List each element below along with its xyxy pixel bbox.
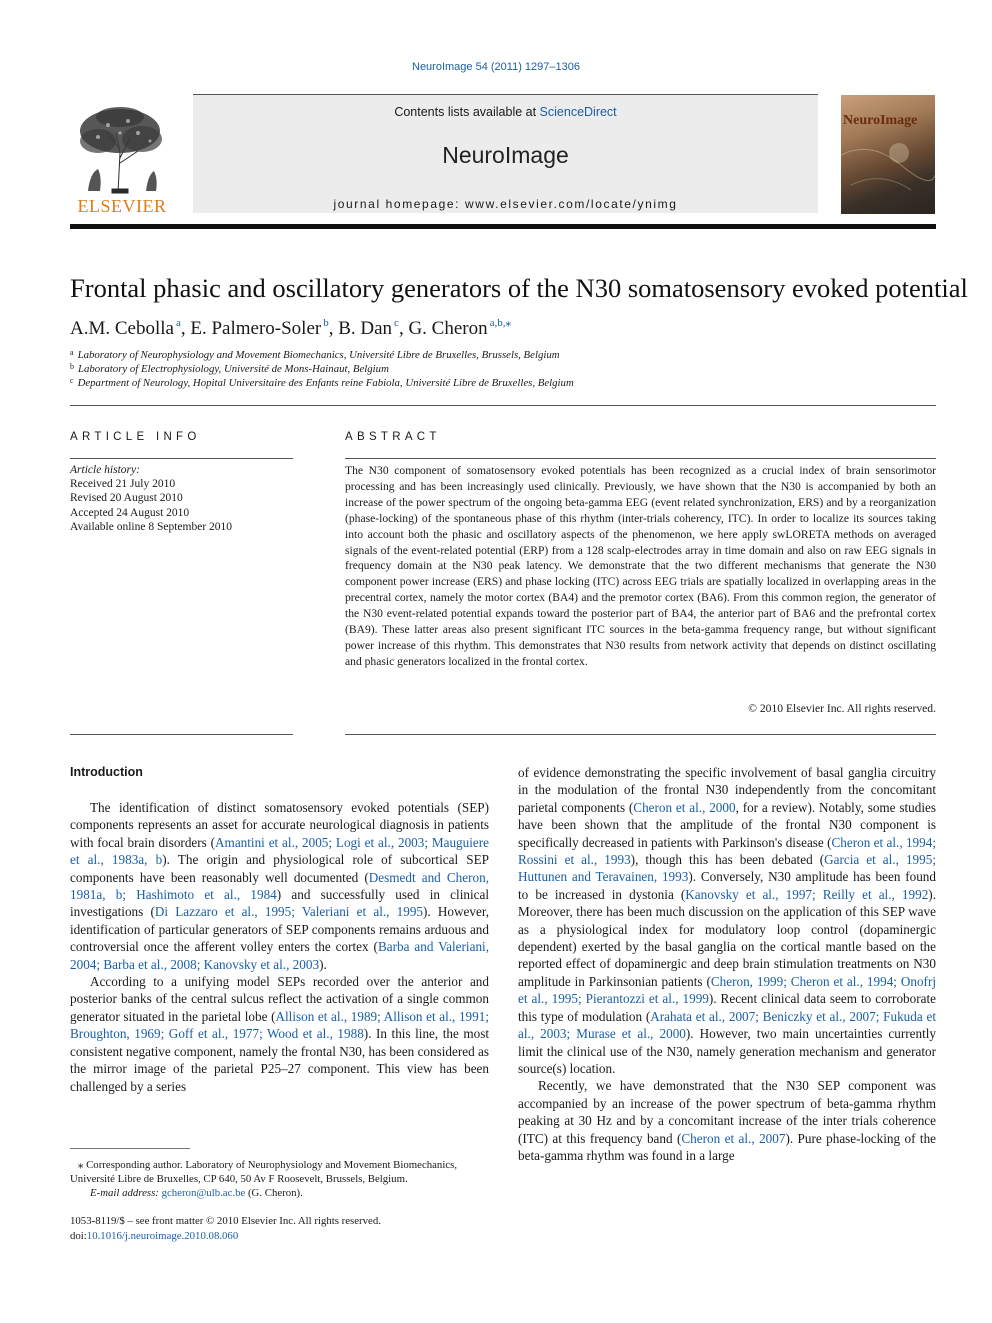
affiliation-text: Laboratory of Electrophysiology, Université de Mons-Hainaut, Belgium — [78, 363, 389, 375]
email-label: E-mail address: — [90, 1187, 159, 1200]
paragraph-text: ). — [319, 956, 327, 972]
footnote-mark: ⁎ — [78, 1159, 84, 1171]
paragraph — [518, 764, 936, 1077]
paragraph-text: ), though this has been debated ( — [630, 852, 825, 868]
paragraph-text: , for a review). Notably, some studies have been shown that the amplitude of the frontal N30 component is specifically decreased in patients with Parkinson's disease ( — [518, 799, 936, 850]
author-name: B. Dan — [338, 318, 393, 339]
citation-link[interactable]: Amantini et al., 2005; Logi et al., 2003; Mauguiere et al., 1983a, b — [70, 834, 489, 868]
right-column-text — [518, 764, 936, 1164]
article-title: Frontal phasic and oscillatory generators of the N30 somatosensory evoked potential — [70, 273, 968, 303]
history-online: Available online 8 September 2010 — [70, 520, 233, 533]
citation-link[interactable]: Kanovsky et al., 1997; Reilly et al., 1992 — [685, 886, 929, 902]
citation-link[interactable]: Cheron et al., 1994; Rossini et al., 1993 — [518, 834, 936, 868]
paragraph-text: ). However, two main uncertainties currently limit the clinical use of the N30, namely generation mechanism and generator source(s) location. — [518, 1026, 936, 1076]
email-suffix: (G. Cheron). — [245, 1187, 303, 1200]
paragraph-text: ). In this line, the most consistent negative component, namely the frontal N30, has been considered as the mirror image of the parietal P25–27 component. This view has been challenged by a series — [70, 1026, 490, 1094]
paragraph-text: ). Conversely, N30 amplitude has been found to be increased in dystonia ( — [518, 869, 936, 902]
footnote-rule — [70, 1148, 190, 1149]
author-affiliation-mark[interactable]: c — [394, 317, 399, 329]
citation-link[interactable]: Desmedt and Cheron, 1981a, b; Hashimoto et al., 1984 — [70, 869, 489, 903]
elsevier-wordmark: ELSEVIER — [77, 196, 167, 216]
paragraph-text: ). Recent clinical data seem to corroborate this type of modulation ( — [518, 991, 936, 1024]
paragraph-text: of evidence demonstrating the specific involvement of basal ganglia circuitry in the modulation of the frontal N30 independently from the concomitant parietal components ( — [518, 765, 936, 815]
cover-title: NeuroImage — [843, 113, 918, 128]
author-affiliation-mark[interactable]: a,b,⁎ — [489, 317, 511, 329]
affiliation-mark: c — [70, 376, 74, 385]
paragraph-text: ). Moreover, there has been much discussion on the application of this SEP wave as a physiological index for modulatory loop control (dopaminergic dependent) exerted by the basal ganglia on the cortical mantle based on the reported effect of dopaminergic and deep brain stimulation treatments on N30 amplitude in Parkinsonian patients ( — [518, 886, 936, 989]
article-info-bottom-rule — [70, 734, 293, 735]
citation-link[interactable]: Cheron, 1999; Cheron et al., 1994; Onofrj et al., 1995; Pierantozzi et al., 1999 — [518, 973, 937, 1007]
author-separator: , — [398, 318, 409, 339]
author-affiliation-mark[interactable]: b — [323, 317, 329, 329]
author-separator: , — [328, 318, 339, 339]
affiliation-text: Laboratory of Neurophysiology and Movement Biomechanics, Université Libre de Bruxelles, Brussels, Belgium — [77, 349, 560, 361]
paragraph — [70, 973, 489, 1095]
citation-link[interactable]: Garcia et al., 1995; Huttunen and Teravainen, 1993 — [518, 852, 936, 885]
footnote-text: Corresponding author. Laboratory of Neurophysiology and Movement Biomechanics, Université Libre de Bruxelles, CP 640, 50 Av F Roosevelt, Brussels, Belgium. — [70, 1159, 458, 1186]
affiliation-text: Department of Neurology, Hopital Universitaire des Enfants reine Fabiola, Université Libre de Bruxelles, Belgium — [77, 377, 574, 389]
issn-line: 1053-8119/$ – see front matter © 2010 Elsevier Inc. All rights reserved. — [70, 1215, 381, 1227]
journal-homepage — [193, 197, 818, 211]
citation-link[interactable]: Cheron et al., 2007 — [681, 1130, 786, 1146]
doi-link[interactable]: 10.1016/j.neuroimage.2010.08.060 — [86, 1229, 239, 1242]
homepage-prefix: journal homepage: — [333, 197, 466, 211]
corresponding-author-footnote — [70, 1158, 490, 1201]
paragraph-text: According to a unifying model SEPs recorded over the anterior and posterior banks of the central sulcus reflect the activation of a single common generator situated in the parietal lobe ( — [70, 974, 489, 1024]
history-accepted: Accepted 24 August 2010 — [70, 506, 190, 519]
journal-citation[interactable]: NeuroImage 54 (2011) 1297–1306 — [412, 61, 580, 73]
history-revised: Revised 20 August 2010 — [70, 492, 183, 505]
paragraph-text: The identification of distinct somatosensory evoked potentials (SEP) components represents an asset for accurate neurological diagnosis in patients with focal brain disorders ( — [70, 800, 489, 850]
paragraph-text: ). The origin and physiological role of subcortical SEP components have been reasonably well documented ( — [70, 852, 490, 885]
affiliation — [70, 362, 389, 375]
paragraph — [70, 799, 489, 973]
abstract-copyright: © 2010 Elsevier Inc. All rights reserved. — [748, 702, 936, 715]
author-affiliation-mark[interactable]: a — [175, 317, 181, 329]
history-label: Article history: — [70, 464, 140, 476]
citation-link[interactable]: Arahata et al., 2007; Beniczky et al., 2007; Fukuda et al., 2003; Murase et al., 2000 — [518, 1008, 936, 1042]
homepage-link[interactable]: www.elsevier.com/locate/ynimg — [465, 197, 678, 211]
paragraph-text: Recently, we have demonstrated that the N30 SEP component was accompanied by an increase of the power spectrum of beta-gamma rhythm peaking at 30 Hz and by a concomitant increase of the inter trials coherence (ITC) at this frequency band ( — [518, 1078, 936, 1146]
left-column-text — [70, 799, 489, 1095]
email-link[interactable]: gcheron@ulb.ac.be — [161, 1187, 246, 1200]
abstract-bottom-rule — [345, 734, 936, 735]
citation-link[interactable]: Barba and Valeriani, 2004; Barba et al., 2008; Kanovsky et al., 2003 — [70, 939, 489, 972]
header-rule — [70, 224, 936, 229]
paragraph — [518, 1077, 936, 1164]
article-info-heading: ARTICLE INFO — [70, 431, 201, 443]
abstract-text: The N30 component of somatosensory evoked potentials has been recognized as a crucial index of brain sensorimotor processing and has been increasingly used clinically. Previously, we have shown that the N30 is accompanied by both an increase of the power spectrum of the ongoing beta-gamma EEG (event related synchronization, ERS) and by a reorganization (phase-locking) of the spontaneous phase of this rhythm (inter-trials coherency, ITC). In order to localize its sources taking into account both the phasic and oscillatory aspects of the phenomenon, we here apply swLORETA methods on averaged signals of the event-related potential (ERP) from a 128 scalp-electrodes array in time domain and also on raw EEG signals in frequency domain at the N30 peak latency. We demonstrate that the two different mechanisms that generate the N30 component power increase (ERS) and phase locking (ITC) across EEG trials are spatially localized in overlapping areas in the precentral cortex, namely the motor cortex (BA4) and the premotor cortex (BA6). From this common region, the generator of the N30 event-related potential expands toward the posterior part of BA4, the anterior part of BA6 and the prefrontal cortex (BA9). These latter areas also present significant ITC sources in the beta-gamma frequency range, but without significant power increase of this rhythm. This demonstrates that N30 results from network activity that depends on distinct oscillating and phasic generators localized in the frontal cortex. — [345, 464, 936, 668]
paragraph-text: ). Pure phase-locking of the beta-gamma rhythm was found in a large — [518, 1130, 937, 1163]
author-separator: , — [180, 318, 191, 339]
abstract-heading: ABSTRACT — [345, 431, 441, 443]
paragraph-text: ). However, identification of particular generators of SEP components remains arduous and controversial once the afferent volley enters the cortex ( — [70, 904, 489, 955]
author-name: A.M. Cebolla — [70, 318, 174, 339]
citation-link[interactable]: Cheron et al., 2000 — [633, 799, 736, 815]
sciencedirect-link[interactable]: ScienceDirect — [539, 105, 617, 119]
citation-link[interactable]: Allison et al., 1989; Allison et al., 1991; Broughton, 1969; Goff et al., 1977; Wood et al., 1988 — [70, 1008, 490, 1042]
author-name: E. Palmero-Soler — [190, 318, 322, 339]
affiliation-mark: b — [70, 362, 74, 371]
paragraph-text: ) and successfully used in clinical investigations ( — [70, 887, 489, 920]
front-matter — [70, 1214, 490, 1243]
affiliation — [70, 348, 560, 361]
journal-cover-image — [841, 95, 935, 214]
author-list — [70, 316, 511, 340]
affiliation-mark: a — [70, 348, 74, 357]
article-history — [70, 463, 300, 534]
introduction-heading: Introduction — [70, 765, 143, 779]
doi-label: doi: — [70, 1229, 87, 1242]
article-info-rule — [70, 458, 293, 459]
abstract-rule — [345, 458, 936, 459]
affiliation — [70, 376, 574, 389]
citation-link[interactable]: Di Lazzaro et al., 1995; Valeriani et al., 1995 — [154, 904, 424, 920]
author-name: G. Cheron — [408, 318, 488, 339]
history-received: Received 21 July 2010 — [70, 478, 176, 491]
contents-line — [193, 105, 818, 119]
contents-prefix: Contents lists available at — [394, 105, 540, 119]
section-rule — [70, 405, 936, 406]
journal-name: NeuroImage — [442, 142, 569, 168]
